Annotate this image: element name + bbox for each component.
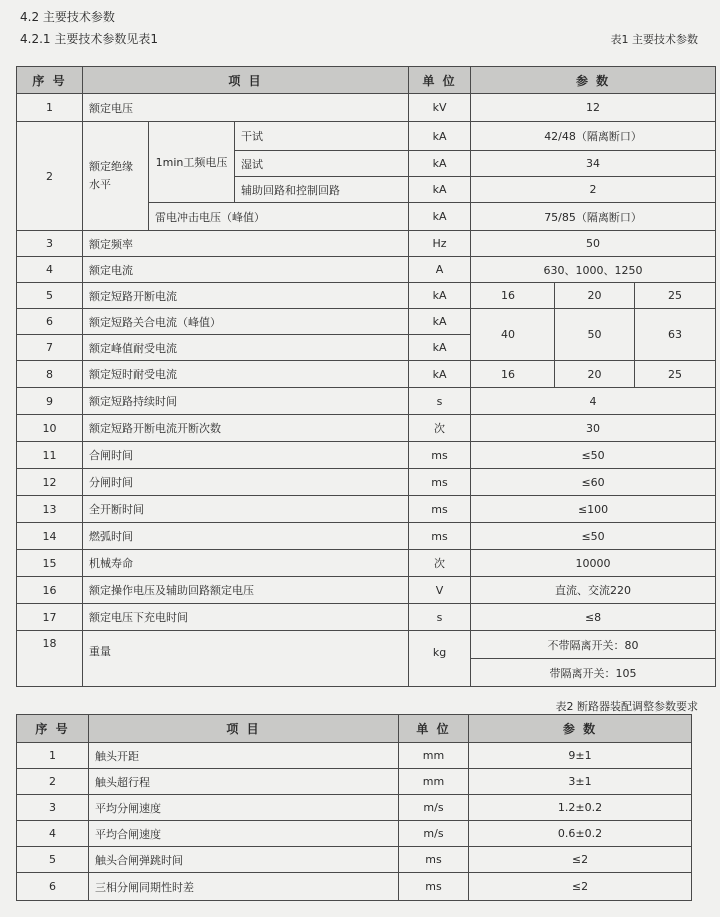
header-unit: 单 位 (399, 715, 469, 743)
row-value: 3±1 (469, 769, 692, 795)
row-item: 三相分闸同期性时差 (89, 873, 399, 901)
row-item: 合闸时间 (83, 442, 409, 469)
row-value: 20 (555, 283, 635, 309)
table-row (17, 283, 716, 309)
table-row (17, 743, 692, 769)
row-item: 燃弧时间 (83, 523, 409, 550)
row-value: 50 (555, 309, 635, 361)
row-value: 20 (555, 361, 635, 388)
row-unit: kA (409, 122, 471, 151)
technical-parameters-table (16, 66, 716, 687)
row-value: 16 (471, 361, 555, 388)
row-unit: ms (399, 873, 469, 901)
table1-header-row (17, 67, 716, 94)
row-item: 额定短路持续时间 (83, 388, 409, 415)
row-item: 平均分闸速度 (89, 795, 399, 821)
table-row (17, 309, 716, 335)
table-row (17, 577, 716, 604)
table-row (17, 795, 692, 821)
table2-caption: 表2 断路器装配调整参数要求 (555, 700, 698, 713)
table-row (17, 604, 716, 631)
row-item: 额定电压 (83, 94, 409, 122)
row-unit: kA (409, 361, 471, 388)
table-row (17, 873, 692, 901)
row-no: 12 (17, 469, 83, 496)
row-no: 7 (17, 335, 83, 361)
row-no: 11 (17, 442, 83, 469)
table-row (17, 122, 716, 151)
row-no: 5 (17, 283, 83, 309)
row-unit: 次 (409, 550, 471, 577)
row-unit: ms (409, 442, 471, 469)
row-subitem-name: 雷电冲击电压（峰值） (149, 203, 409, 231)
row-value: ≤8 (471, 604, 716, 631)
row-item: 触头超行程 (89, 769, 399, 795)
row-value: 带隔离开关：105 (471, 659, 716, 687)
row-unit: kA (409, 203, 471, 231)
row-item-cont (83, 659, 409, 687)
row-item: 额定绝缘水平 (83, 122, 149, 231)
row-no: 3 (17, 795, 89, 821)
row-item: 触头开距 (89, 743, 399, 769)
header-param: 参 数 (469, 715, 692, 743)
row-unit: ms (409, 469, 471, 496)
row-unit: mm (399, 743, 469, 769)
subsection-heading: 4.2.1 主要技术参数见表1 (20, 32, 158, 46)
table-row (17, 442, 716, 469)
row-no: 2 (17, 122, 83, 231)
row-unit: kA (409, 283, 471, 309)
row-value: 2 (471, 177, 716, 203)
row-value: ≤2 (469, 873, 692, 901)
row-value: 40 (471, 309, 555, 361)
row-value: 63 (635, 309, 716, 361)
row-no: 13 (17, 496, 83, 523)
row-value: 25 (635, 361, 716, 388)
row-value: 75/85（隔离断口） (471, 203, 716, 231)
row-no: 4 (17, 257, 83, 283)
row-item: 额定短路开断电流 (83, 283, 409, 309)
row-value: 直流、交流220 (471, 577, 716, 604)
row-no: 17 (17, 604, 83, 631)
row-value: 16 (471, 283, 555, 309)
assembly-parameters-table (16, 714, 692, 901)
row-value: 12 (471, 94, 716, 122)
row-unit: ms (409, 496, 471, 523)
table-row (17, 550, 716, 577)
row-item: 额定操作电压及辅助回路额定电压 (83, 577, 409, 604)
table-row (17, 388, 716, 415)
row-unit: s (409, 604, 471, 631)
row-unit: A (409, 257, 471, 283)
table-row (17, 469, 716, 496)
table-row (17, 361, 716, 388)
table-row (17, 659, 716, 687)
row-item: 额定峰值耐受电流 (83, 335, 409, 361)
row-value: 4 (471, 388, 716, 415)
row-subitem-name: 湿试 (235, 151, 409, 177)
row-value: ≤60 (471, 469, 716, 496)
row-item: 额定频率 (83, 231, 409, 257)
header-param: 参 数 (471, 67, 716, 94)
row-unit: Hz (409, 231, 471, 257)
row-item: 额定电流 (83, 257, 409, 283)
row-item: 重量 (83, 631, 409, 659)
row-item: 机械寿命 (83, 550, 409, 577)
row-item: 额定短路开断电流开断次数 (83, 415, 409, 442)
row-unit: V (409, 577, 471, 604)
row-subitem: 1min工频电压 (149, 122, 235, 203)
row-unit-cont (409, 659, 471, 687)
row-value: 50 (471, 231, 716, 257)
row-no: 1 (17, 743, 89, 769)
row-no: 4 (17, 821, 89, 847)
row-item: 全开断时间 (83, 496, 409, 523)
row-value: 630、1000、1250 (471, 257, 716, 283)
header-no: 序 号 (17, 715, 89, 743)
table-row (17, 523, 716, 550)
table-row (17, 631, 716, 659)
row-value: 9±1 (469, 743, 692, 769)
row-item: 平均合闸速度 (89, 821, 399, 847)
table-row (17, 821, 692, 847)
row-no: 8 (17, 361, 83, 388)
row-value: 34 (471, 151, 716, 177)
row-unit: 次 (409, 415, 471, 442)
row-item: 额定短时耐受电流 (83, 361, 409, 388)
row-value: 10000 (471, 550, 716, 577)
row-no: 3 (17, 231, 83, 257)
row-no-cont (17, 659, 83, 687)
row-unit: m/s (399, 795, 469, 821)
header-item: 项 目 (89, 715, 399, 743)
row-unit: kg (409, 631, 471, 659)
row-unit: kA (409, 177, 471, 203)
row-no: 6 (17, 309, 83, 335)
row-unit: ms (399, 847, 469, 873)
row-value: 不带隔离开关：80 (471, 631, 716, 659)
row-item: 额定电压下充电时间 (83, 604, 409, 631)
header-item: 项 目 (83, 67, 409, 94)
table-row (17, 257, 716, 283)
row-unit: kA (409, 335, 471, 361)
table-row (17, 94, 716, 122)
row-no: 16 (17, 577, 83, 604)
row-value: ≤100 (471, 496, 716, 523)
row-value: 1.2±0.2 (469, 795, 692, 821)
row-unit: mm (399, 769, 469, 795)
row-no: 2 (17, 769, 89, 795)
row-unit: s (409, 388, 471, 415)
table-row (17, 231, 716, 257)
row-subitem-name: 干试 (235, 122, 409, 151)
header-unit: 单 位 (409, 67, 471, 94)
row-value: 42/48（隔离断口） (471, 122, 716, 151)
row-value: 30 (471, 415, 716, 442)
header-no: 序 号 (17, 67, 83, 94)
row-unit: kV (409, 94, 471, 122)
row-no: 18 (17, 631, 83, 659)
row-item: 分闸时间 (83, 469, 409, 496)
row-no: 6 (17, 873, 89, 901)
section-heading: 4.2 主要技术参数 (20, 10, 115, 24)
table-row (17, 496, 716, 523)
row-no: 14 (17, 523, 83, 550)
row-item: 触头合闸弹跳时间 (89, 847, 399, 873)
row-value: ≤50 (471, 523, 716, 550)
row-no: 9 (17, 388, 83, 415)
row-value: 25 (635, 283, 716, 309)
table-row (17, 847, 692, 873)
row-no: 5 (17, 847, 89, 873)
row-value: 0.6±0.2 (469, 821, 692, 847)
row-item: 额定短路关合电流（峰值） (83, 309, 409, 335)
row-subitem-name: 辅助回路和控制回路 (235, 177, 409, 203)
row-unit: kA (409, 151, 471, 177)
row-no: 10 (17, 415, 83, 442)
table2-header-row (17, 715, 692, 743)
table-row (17, 415, 716, 442)
row-unit: ms (409, 523, 471, 550)
row-value: ≤50 (471, 442, 716, 469)
table-row (17, 769, 692, 795)
table1-caption: 表1 主要技术参数 (610, 33, 698, 46)
row-unit: m/s (399, 821, 469, 847)
row-unit: kA (409, 309, 471, 335)
row-value: ≤2 (469, 847, 692, 873)
row-no: 15 (17, 550, 83, 577)
row-no: 1 (17, 94, 83, 122)
